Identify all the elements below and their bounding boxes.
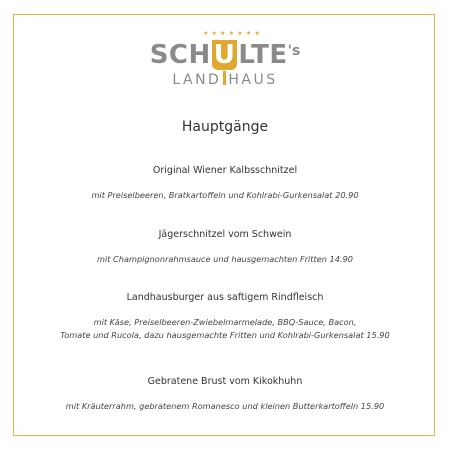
logo-sub-left: LAND [172, 72, 222, 88]
dish-description-line: mit Kräuterrahm, gebratenem Romanesco und kleinen Butterkartoffeln 15.90 [65, 401, 385, 411]
menu-item [20, 228, 430, 266]
dish-description-line: Tomate und Rucola, dazu hausgemachte Fritten und Kohlrabi-Gurkensalat 15.90 [60, 330, 390, 340]
logo-brand-post: LTE [238, 40, 288, 70]
dish-description [20, 189, 430, 202]
dish-description [20, 316, 430, 342]
dish-name: Jägerschnitzel vom Schwein [158, 229, 292, 240]
dish-description-line: mit Preiselbeeren, Bratkartoffeln und Kohlrabi-Gurkensalat 20.90 [91, 190, 359, 200]
logo-brand-suffix: 's [287, 43, 301, 59]
logo-stars: ★★★★★★★ [202, 30, 264, 37]
dish-description [20, 400, 430, 413]
dish-name: Gebratene Brust vom Kikokhuhn [147, 376, 303, 387]
dish-description [20, 253, 430, 266]
logo-wordmark [0, 38, 450, 72]
menu-item [20, 375, 430, 413]
section-title: Hauptgänge [181, 119, 269, 135]
logo-brand-pre: SCH [149, 40, 211, 70]
dish-name: Landhausburger aus saftigem Rindfleisch [126, 292, 324, 303]
logo-subline [0, 71, 450, 89]
logo-divider-bar [223, 71, 226, 85]
menu-item [20, 291, 430, 342]
menu-item [20, 164, 430, 202]
logo-brand-u: U [213, 40, 236, 70]
dish-name: Original Wiener Kalbsschnitzel [152, 165, 298, 176]
dish-description-line: mit Käse, Preiselbeeren-Zwiebelmarmelade, BBQ-Sauce, Bacon, [93, 317, 357, 327]
dish-description-line: mit Champignonrahmsauce und hausgemachten Fritten 14.90 [96, 254, 353, 264]
logo-sub-right: HAUS [228, 72, 278, 88]
